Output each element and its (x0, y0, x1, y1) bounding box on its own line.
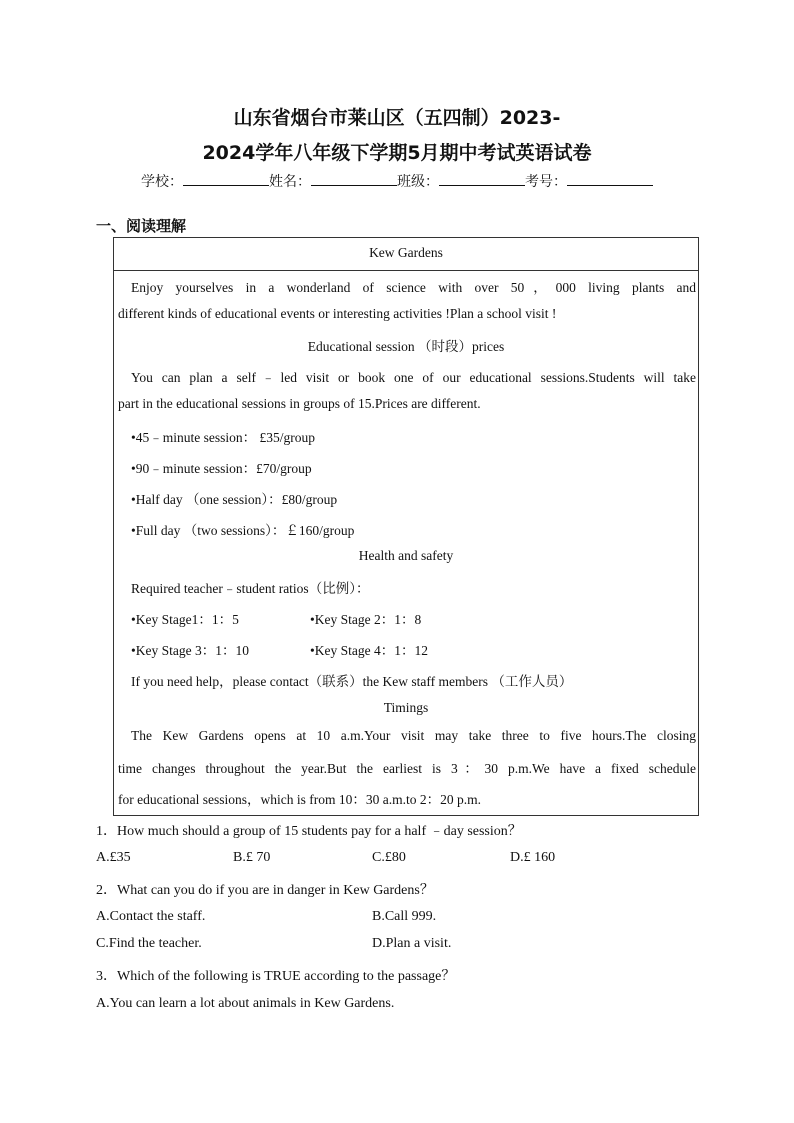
option-1a[interactable]: A.£35 (96, 850, 131, 865)
school-label: 学校： (141, 174, 183, 190)
student-info-line (0, 171, 794, 191)
passage-heading: Kew Gardens (114, 238, 698, 271)
exam-title-line-2: 2024学年八年级下学期5月期中考试英语试卷 (202, 142, 592, 164)
passage-timings-1: The Kew Gardens opens at 10 a.m.Your visit may take three to five hours.The closing (131, 728, 696, 743)
question-2: 2．What can you do if you are in danger in Kew Gardens？ (96, 883, 434, 898)
ratio-item: •Key Stage 4：1：12 (310, 643, 428, 658)
passage-intro-1: Enjoy yourselves in a wonderland of science with over 50，000 living plants and (131, 280, 696, 295)
exam-title-line-1: 山东省烟台市莱山区（五四制）2023- (233, 107, 561, 129)
passage-sessions-2: part in the educational sessions in groups of 15.Prices are different. (118, 396, 481, 411)
ratio-row-2 (114, 639, 698, 659)
option-1d[interactable]: D.£ 160 (510, 850, 556, 865)
name-label: 姓名： (269, 174, 311, 190)
price-item: •Full day （two sessions）：￡160/group (131, 523, 355, 538)
option-3a[interactable]: A.You can learn a lot about animals in Kew Gardens. (96, 996, 395, 1011)
subheading-health: Health and safety (358, 548, 454, 563)
option-1c[interactable]: C.£80 (372, 850, 406, 865)
help-line: If you need help，please contact（联系）the Kew staff members （工作人员） (131, 674, 573, 689)
passage-timings-2: time changes throughout the year.But the earliest is 3：30 p.m.We have a fixed schedule (118, 761, 696, 776)
subheading-timings: Timings (383, 700, 429, 715)
section-heading: 一、阅读理解 (96, 217, 187, 235)
passage-timings-3: for educational sessions，which is from 10：30 a.m.to 2：20 p.m. (118, 792, 481, 807)
passage-box (113, 237, 699, 816)
class-blank[interactable] (439, 173, 525, 186)
ratio-row-1 (114, 608, 698, 628)
option-1b[interactable]: B.£ 70 (233, 850, 271, 865)
question-1: 1．How much should a group of 15 students pay for a half ﹣day session？ (96, 824, 522, 839)
passage-intro-2: different kinds of educational events or interesting activities !Plan a school visit ! (118, 306, 557, 321)
option-2b[interactable]: B.Call 999. (372, 909, 437, 924)
subheading-prices: Educational session （时段）prices (307, 339, 505, 354)
number-blank[interactable] (567, 173, 653, 186)
ratio-item: •Key Stage 2：1：8 (310, 612, 422, 627)
price-item: •45﹣minute session： £35/group (131, 430, 315, 445)
price-item: •Half day （one session）：£80/group (131, 492, 338, 507)
ratio-item: •Key Stage1：1：5 (131, 612, 239, 627)
school-blank[interactable] (183, 173, 269, 186)
name-blank[interactable] (311, 173, 397, 186)
option-2c[interactable]: C.Find the teacher. (96, 936, 202, 951)
price-item: •90﹣minute session：£70/group (131, 461, 312, 476)
passage-sessions-1: You can plan a self﹣led visit or book one of our educational sessions.Students will take (131, 370, 696, 385)
ratio-intro: Required teacher﹣student ratios（比例）： (131, 581, 370, 596)
number-label: 考号： (525, 174, 567, 190)
ratio-item: •Key Stage 3：1：10 (131, 643, 249, 658)
class-label: 班级： (397, 174, 439, 190)
option-2d[interactable]: D.Plan a visit. (372, 936, 452, 951)
option-2a[interactable]: A.Contact the staff. (96, 909, 206, 924)
question-3: 3．Which of the following is TRUE according to the passage？ (96, 969, 456, 984)
